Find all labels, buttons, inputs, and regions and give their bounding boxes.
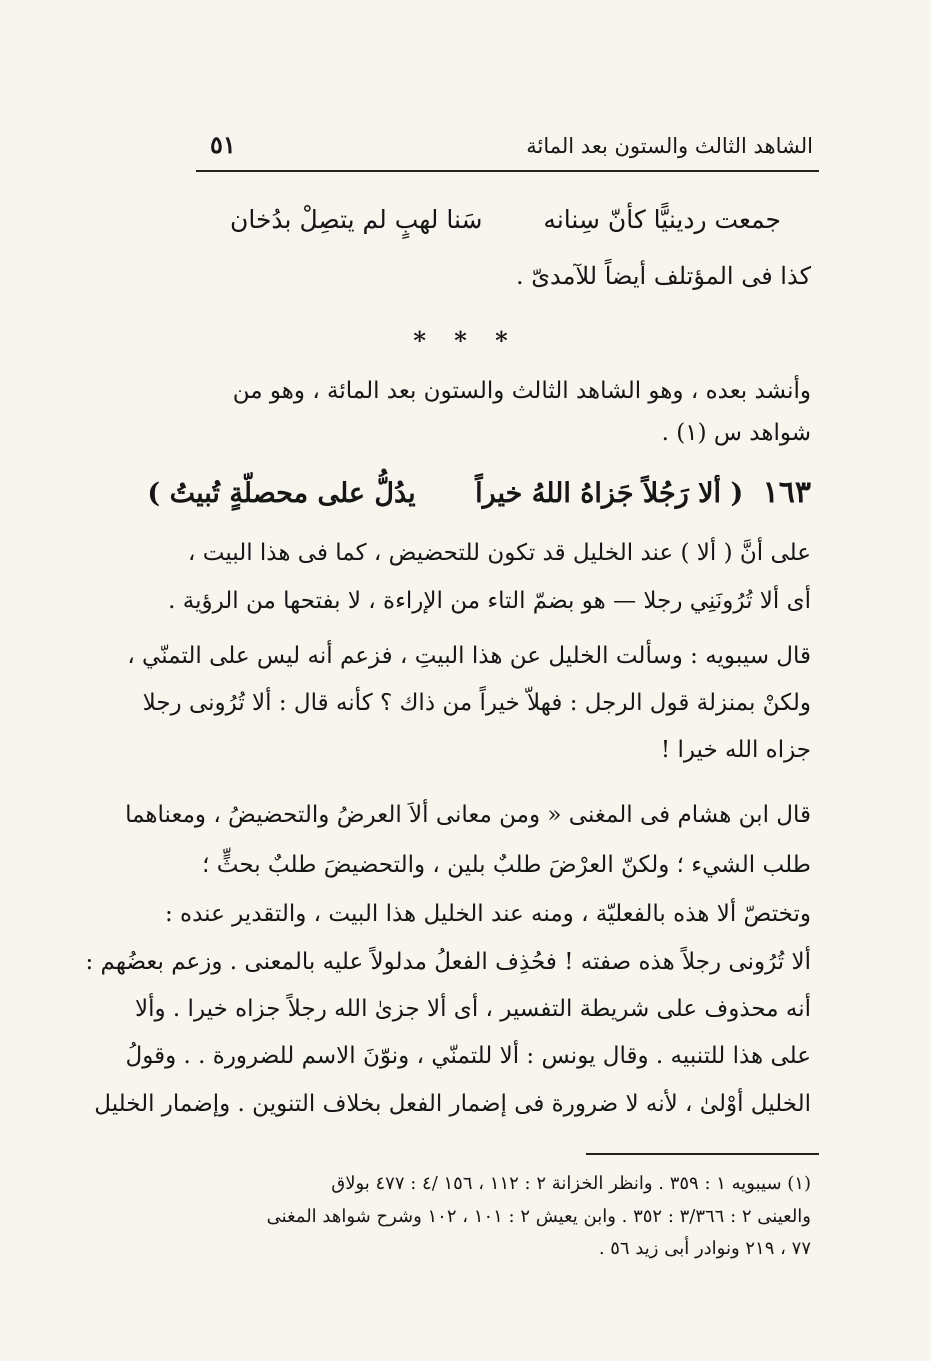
paragraph-line: جزاه الله خيرا !: [660, 737, 811, 763]
paragraph-line: على أنَّ ( ألا ) عند الخليل قد تكون للتحضيض ، كما فى هذا البيت ،: [188, 540, 811, 566]
intro-line: شواهد س (١) .: [661, 420, 811, 446]
paragraph-line: على هذا للتنبيه . وقال يونس : ألا للتمنّي ، ونوّنَ الاسم للضرورة . . وقولُ: [125, 1043, 811, 1069]
footnote-line: ٧٧ ، ٢١٩ ونوادر أبى زيد ٥٦ .: [598, 1238, 811, 1259]
verse-first-hemistich: جمعت ردينيًّا كأنّ سِنانه: [543, 205, 781, 234]
footnote-rule: [586, 1153, 819, 1155]
paragraph-line: قال سيبويه : وسألت الخليل عن هذا البيتِ ، فزعم أنه ليس على التمنّي ،: [127, 643, 811, 669]
page-number: ٥١: [210, 130, 236, 159]
page-header: [196, 128, 813, 168]
verse-second-hemistich: سَنا لهبٍ لم يتصِلْ بدُخان: [230, 205, 483, 234]
paragraph-line: ولكنْ بمنزلة قول الرجل : فهلاّ خيراً من ذاك ؟ كأنه قال : ألا تُرُونى رجلا: [142, 690, 811, 716]
verse-second-hemistich: يدُلُّ على محصلّةٍ تُبيتُ ): [147, 478, 416, 509]
footnote-line: (١) سيبويه ١ : ٣٥٩ . وانظر الخزانة ٢ : ١١٢ ، ١٥٦ /٤ : ٤٧٧ بولاق: [331, 1173, 811, 1194]
paragraph-line: طلب الشيء ؛ ولكنّ العرْضَ طلبٌ بلين ، والتحضيضَ طلبٌ بحثٍّ ؛: [202, 852, 811, 878]
paragraph-line: ألا تُرُونى رجلاً هذه صفته ! فحُذِف الفعلُ مدلولاً عليه بالمعنى . وزعم بعضُهم :: [85, 949, 811, 975]
attribution-line: كذا فى المؤتلف أيضاً للآمدىّ .: [515, 262, 811, 290]
numbered-verse: [147, 475, 811, 510]
verse-number: ١٦٣: [762, 475, 811, 510]
paragraph-line: وتختصّ ألا هذه بالفعليّة ، ومنه عند الخليل هذا البيت ، والتقدير عنده :: [164, 901, 811, 927]
verse-first-hemistich: ( ألا رَجُلاً جَزاهُ اللهُ خيراً: [475, 478, 744, 509]
paragraph-line: أى ألا تُرُونَنِي رجلا — هو بضمّ التاء من الإراءة ، لا بفتحها من الرؤية .: [168, 588, 811, 614]
paragraph-line: قال ابن هشام فى المغنى « ومن معانى ألاَ العرضُ والتحضيضُ ، ومعناهما: [125, 802, 811, 828]
section-separator: * * *: [413, 326, 518, 355]
paragraph-line: أنه محذوف على شريطة التفسير ، أى ألا جزىٰ الله رجلاً جزاه خيرا . وألا: [135, 996, 811, 1022]
header-rule: [196, 170, 819, 172]
paragraph-line: الخليل أوْلىٰ ، لأنه لا ضرورة فى إضمار الفعل بخلاف التنوين . وإضمار الخليل: [94, 1091, 811, 1117]
footnote-line: والعينى ٢ : ٣/٣٦٦ : ٣٥٢ . وابن يعيش ٢ : ١٠١ ، ١٠٢ وشرح شواهد المغنى: [266, 1206, 811, 1227]
intro-line: وأنشد بعده ، وهو الشاهد الثالث والستون بعد المائة ، وهو من: [232, 378, 811, 404]
running-title: الشاهد الثالث والستون بعد المائة: [526, 134, 813, 158]
